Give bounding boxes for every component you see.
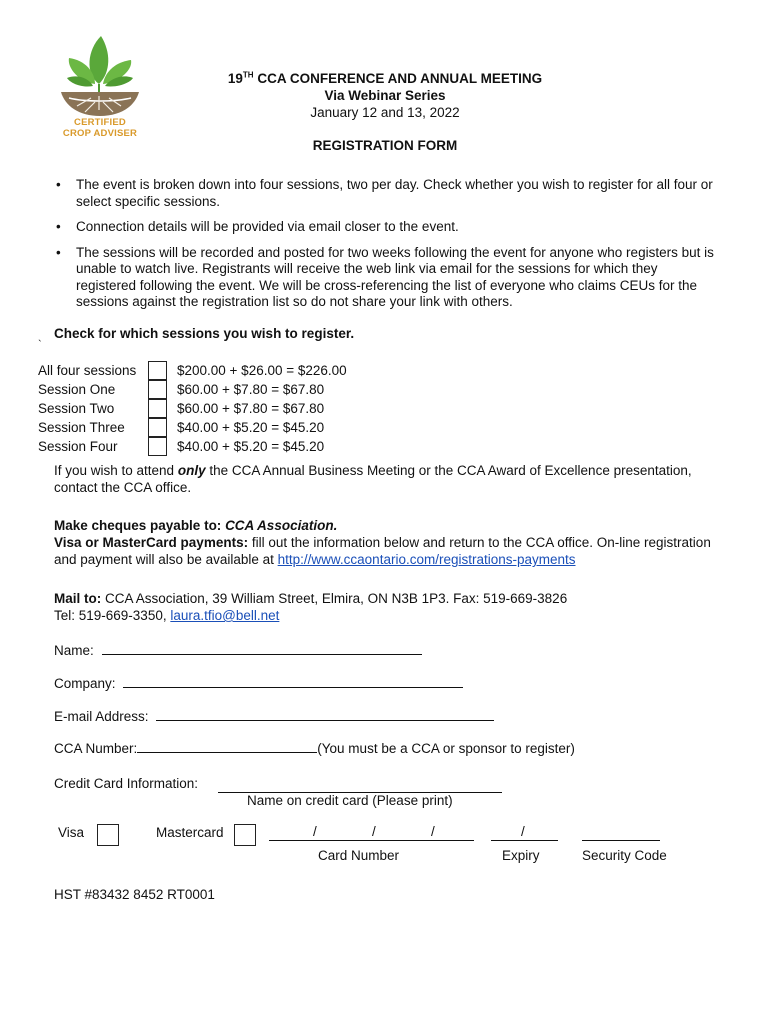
sessions-heading: Check for which sessions you wish to register. bbox=[54, 326, 355, 341]
session-checkbox[interactable] bbox=[148, 361, 167, 380]
conference-subtitle: Via Webinar Series bbox=[324, 88, 446, 103]
session-checkbox[interactable] bbox=[148, 399, 167, 418]
mastercard-label: Mastercard bbox=[156, 825, 224, 840]
session-name: Session Three bbox=[38, 420, 125, 435]
mastercard-checkbox[interactable] bbox=[234, 824, 256, 846]
card-payment-text: Visa or MasterCard payments: fill out the information below and return to the CCA office. On-line registration and payment will also be available at http://www.ccaontario.com/registrations-payments bbox=[54, 535, 711, 567]
stray-mark: ` bbox=[38, 339, 42, 351]
email-field bbox=[54, 706, 494, 724]
only-attend-note: If you wish to attend only the CCA Annual Business Meeting or the CCA Award of Excellence presentation, contact the CCA office. bbox=[54, 463, 692, 495]
card-number-slash: / bbox=[372, 824, 376, 839]
expiry-slash: / bbox=[521, 824, 525, 839]
cca-number-input-line[interactable] bbox=[137, 738, 317, 753]
session-price: $40.00 + $5.20 = $45.20 bbox=[177, 420, 325, 435]
conference-title: 19TH CCA CONFERENCE AND ANNUAL MEETING bbox=[227, 70, 543, 86]
logo-text-crop-adviser: CROP ADVISER bbox=[62, 128, 138, 139]
session-price: $200.00 + $26.00 = $226.00 bbox=[177, 363, 347, 378]
name-on-card-line[interactable] bbox=[218, 778, 502, 793]
logo-text-certified: CERTIFIED bbox=[74, 117, 126, 128]
company-field bbox=[54, 673, 463, 691]
form-title: REGISTRATION FORM bbox=[312, 138, 458, 153]
card-number-slash: / bbox=[313, 824, 317, 839]
session-row-one bbox=[38, 380, 438, 399]
security-code-caption: Security Code bbox=[582, 848, 667, 863]
session-row-four bbox=[38, 437, 438, 456]
name-label: Name: bbox=[54, 643, 94, 658]
email-label: E-mail Address: bbox=[54, 709, 149, 724]
session-price: $60.00 + $7.80 = $67.80 bbox=[177, 401, 325, 416]
session-row-three bbox=[38, 418, 438, 437]
name-on-card-caption: Name on credit card (Please print) bbox=[247, 793, 453, 808]
credit-card-label: Credit Card Information: bbox=[54, 776, 199, 791]
conference-dates: January 12 and 13, 2022 bbox=[310, 105, 460, 120]
hst-number: HST #83432 8452 RT0001 bbox=[54, 887, 215, 902]
session-checkbox[interactable] bbox=[148, 437, 167, 456]
session-price: $40.00 + $5.20 = $45.20 bbox=[177, 439, 325, 454]
card-number-caption: Card Number bbox=[318, 848, 400, 863]
session-name: All four sessions bbox=[38, 363, 137, 378]
session-checkbox[interactable] bbox=[148, 380, 167, 399]
card-number-slash: / bbox=[431, 824, 435, 839]
security-code-line[interactable] bbox=[582, 826, 660, 841]
session-name: Session Two bbox=[38, 401, 115, 416]
session-name: Session One bbox=[38, 382, 116, 397]
cca-number-field bbox=[54, 738, 575, 756]
name-field bbox=[54, 640, 422, 658]
mail-info: Mail to: CCA Association, 39 William Street, Elmira, ON N3B 1P3. Fax: 519-669-3826 Tel: 519-669-3350, laura.tfio@bell.net bbox=[54, 591, 568, 623]
bullet-item: • The sessions will be recorded and posted for two weeks following the event for anyone who registers but is unable to watch live. Registrants will receive the web link via email for the sessions for which they registered following the event. We will be cross-referencing the list of everyone who claims CEUs for the sessions against the registration list so do not share your link with others. bbox=[56, 244, 714, 309]
bullet-item: • The event is broken down into four sessions, two per day. Check whether you wish to register for all four or select specific sessions. bbox=[56, 177, 713, 209]
session-row-all bbox=[38, 361, 438, 380]
session-price: $60.00 + $7.80 = $67.80 bbox=[177, 382, 325, 397]
cca-number-label: CCA Number: bbox=[54, 741, 138, 756]
visa-checkbox[interactable] bbox=[97, 824, 119, 846]
session-checkbox[interactable] bbox=[148, 418, 167, 437]
expiry-caption: Expiry bbox=[502, 848, 540, 863]
company-label: Company: bbox=[54, 676, 116, 691]
name-input-line[interactable] bbox=[102, 640, 422, 655]
company-input-line[interactable] bbox=[123, 673, 463, 688]
info-bullet-list bbox=[38, 177, 718, 320]
session-name: Session Four bbox=[38, 439, 118, 454]
cca-number-note: (You must be a CCA or sponsor to register) bbox=[317, 741, 575, 756]
cheque-line: Make cheques payable to: CCA Association. bbox=[54, 518, 338, 533]
email-input-line[interactable] bbox=[156, 706, 494, 721]
registration-link[interactable]: http://www.ccaontario.com/registrations-payments bbox=[277, 552, 576, 567]
email-link[interactable]: laura.tfio@bell.net bbox=[170, 608, 280, 623]
payment-info bbox=[54, 517, 734, 568]
bullet-item: • Connection details will be provided via email closer to the event. bbox=[56, 219, 459, 234]
visa-label: Visa bbox=[58, 825, 85, 840]
session-row-two bbox=[38, 399, 438, 418]
